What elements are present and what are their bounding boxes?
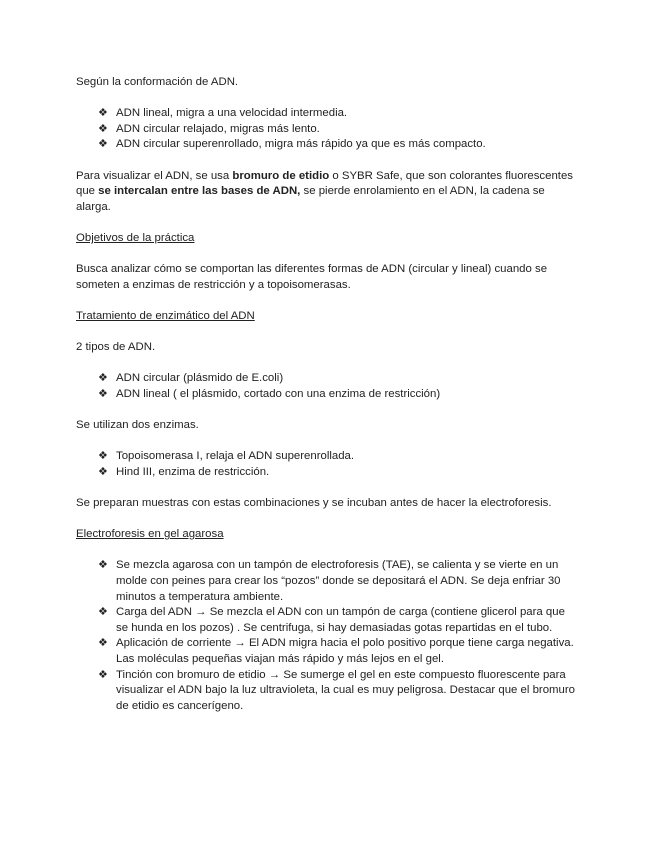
list-item	[76, 465, 576, 481]
list-item-text: ADN circular (plásmido de E.coli)	[116, 372, 284, 385]
diamond-bullet-icon: ❖	[98, 122, 108, 135]
list-item-text: Se mezcla agarosa con un tampón de electroforesis (TAE), se calienta y se vierte en un molde con peines para crear los “pozos” donde se depositará el ADN. Se deja enfriar 30 minutos a temperatura ambiente.	[116, 559, 561, 603]
paragraph-visualize	[76, 169, 576, 216]
paragraph-types: 2 tipos de ADN.	[76, 341, 156, 354]
paragraph-intro: Según la conformación de ADN.	[76, 76, 239, 88]
paragraph-samples: Se preparan muestras con estas combinaciones y se incuban antes de hacer la electroforesis.	[76, 497, 552, 510]
diamond-bullet-icon: ❖	[98, 107, 108, 120]
list-item	[76, 371, 576, 387]
diamond-bullet-icon: ❖	[98, 559, 108, 572]
list-enzymes	[76, 449, 576, 480]
list-item	[76, 668, 576, 715]
text-run: o SYBR Safe, que son colorantes fluorescentes que	[76, 169, 573, 198]
diamond-bullet-icon: ❖	[98, 372, 108, 385]
diamond-bullet-icon: ❖	[98, 450, 108, 463]
diamond-bullet-icon: ❖	[98, 668, 108, 681]
paragraph-objectives: Busca analizar cómo se comportan las diferentes formas de ADN (circular y lineal) cuando se someten a enzimas de restricción y a topoisomerasas.	[76, 263, 548, 291]
diamond-bullet-icon: ❖	[98, 606, 108, 619]
text-run: se pierde enrolamiento en el ADN, la cadena se alarga.	[76, 185, 545, 213]
list-item-text: Aplicación de corriente → El ADN migra hacia el polo positivo porque tiene carga negativa. Las moléculas pequeñas viajan más rápido y más lejos en el gel.	[116, 637, 574, 665]
bold-text-intercalate: se intercalan entre las bases de ADN,	[98, 185, 301, 198]
list-types	[76, 371, 576, 402]
list-item-text: Topoisomerasa I, relaja el ADN superenrollada.	[116, 450, 355, 463]
list-item-text: Carga del ADN → Se mezcla el ADN con un tampón de carga (contiene glicerol para que se hunda en los pozos) . Se centrifuga, si hay demasiadas gotas repartidas en el tubo.	[116, 606, 565, 634]
diamond-bullet-icon: ❖	[98, 637, 108, 650]
list-item	[76, 122, 576, 138]
list-item	[76, 449, 576, 465]
list-item-text: ADN circular superenrollado, migra más rápido ya que es más compacto.	[116, 138, 486, 151]
list-item-text: ADN lineal ( el plásmido, cortado con una enzima de restricción)	[116, 387, 441, 400]
list-item	[76, 605, 576, 636]
list-item	[76, 387, 576, 403]
list-item-text: Hind III, enzima de restricción.	[116, 465, 270, 478]
list-conformation	[76, 106, 576, 153]
list-electrophoresis	[76, 558, 576, 714]
list-item-text: Tinción con bromuro de etidio → Se sumerge el gel en este compuesto fluorescente para visualizar el ADN bajo la luz ultravioleta, la cual es muy peligrosa. Destacar que el bromuro de etidio es cancerígeno.	[116, 668, 576, 712]
list-item-text: ADN circular relajado, migras más lento.	[116, 122, 320, 135]
list-item-text: ADN lineal, migra a una velocidad intermedia.	[116, 107, 348, 120]
list-item	[76, 636, 576, 667]
diamond-bullet-icon: ❖	[98, 138, 108, 151]
list-item	[76, 106, 576, 122]
list-item	[76, 558, 576, 605]
heading-treatment: Tratamiento de enzimático del ADN	[76, 309, 255, 322]
text-run: Para visualizar el ADN, se usa	[76, 169, 233, 182]
heading-electrophoresis: Electroforesis en gel agarosa	[76, 528, 224, 541]
heading-objectives: Objetivos de la práctica	[76, 231, 195, 244]
diamond-bullet-icon: ❖	[98, 387, 108, 400]
list-item	[76, 137, 576, 153]
bold-text-ethidium: bromuro de etidio	[232, 169, 330, 182]
paragraph-enzymes: Se utilizan dos enzimas.	[76, 419, 199, 432]
diamond-bullet-icon: ❖	[98, 465, 108, 478]
document-content	[76, 75, 576, 714]
